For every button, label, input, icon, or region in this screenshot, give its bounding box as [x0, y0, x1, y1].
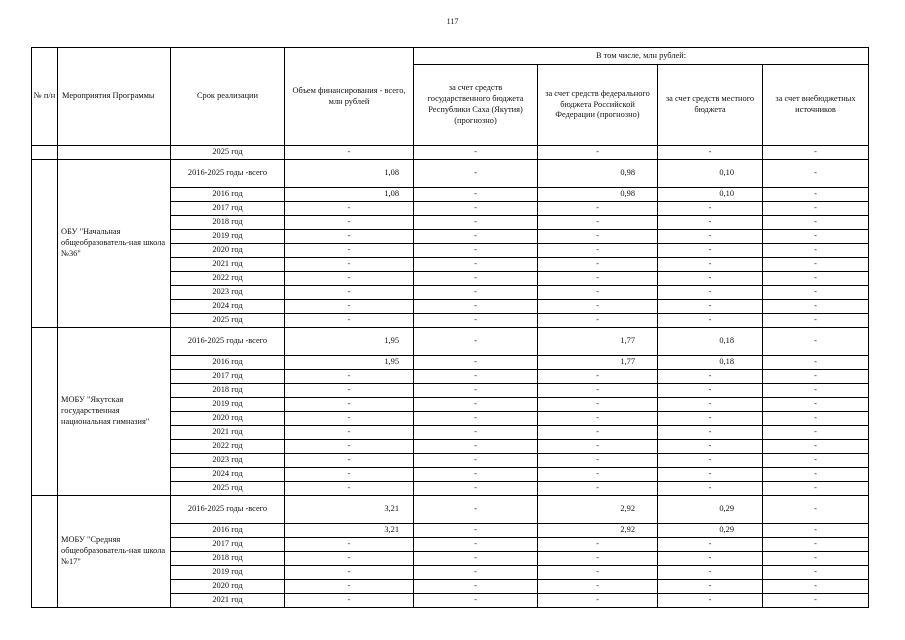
federal-cell: 0,98 [538, 188, 658, 202]
total-cell: - [285, 538, 414, 552]
header-state-budget: за счет средств государственного бюджета Республики Саха (Якутия) (прогнозно) [414, 65, 538, 146]
table-row [32, 146, 869, 160]
period-cell: 2019 год [171, 230, 285, 244]
local-cell: - [658, 216, 763, 230]
local-cell: - [658, 384, 763, 398]
local-cell: - [658, 272, 763, 286]
period-cell: 2025 год [171, 314, 285, 328]
federal-cell: - [538, 230, 658, 244]
extra-cell: - [763, 552, 869, 566]
federal-cell: - [538, 314, 658, 328]
federal-cell: - [538, 384, 658, 398]
total-cell: - [285, 398, 414, 412]
state-cell: - [414, 146, 538, 160]
period-cell: 2016 год [171, 356, 285, 370]
state-cell: - [414, 314, 538, 328]
period-cell: 2025 год [171, 482, 285, 496]
local-cell: 0,10 [658, 188, 763, 202]
extra-cell: - [763, 258, 869, 272]
local-cell: - [658, 286, 763, 300]
local-cell: - [658, 580, 763, 594]
local-cell: - [658, 146, 763, 160]
period-cell: 2025 год [171, 146, 285, 160]
total-cell: - [285, 202, 414, 216]
period-cell: 2016-2025 годы -всего [171, 328, 285, 356]
state-cell: - [414, 440, 538, 454]
total-cell: - [285, 440, 414, 454]
total-cell: 1,95 [285, 356, 414, 370]
period-cell: 2020 год [171, 580, 285, 594]
federal-cell: - [538, 202, 658, 216]
extra-cell: - [763, 202, 869, 216]
state-cell: - [414, 370, 538, 384]
local-cell: - [658, 482, 763, 496]
local-cell: - [658, 566, 763, 580]
period-cell: 2024 год [171, 300, 285, 314]
period-cell: 2021 год [171, 594, 285, 608]
local-cell: - [658, 258, 763, 272]
federal-cell: - [538, 258, 658, 272]
total-cell: - [285, 566, 414, 580]
federal-cell: - [538, 426, 658, 440]
extra-cell: - [763, 188, 869, 202]
federal-cell: - [538, 286, 658, 300]
federal-cell: - [538, 440, 658, 454]
federal-cell: - [538, 216, 658, 230]
extra-cell: - [763, 286, 869, 300]
federal-cell: - [538, 566, 658, 580]
local-cell: - [658, 412, 763, 426]
extra-cell: - [763, 272, 869, 286]
extra-cell: - [763, 468, 869, 482]
header-total: Объем финансирования - всего, млн рублей [285, 48, 414, 146]
extra-cell: - [763, 160, 869, 188]
local-cell: - [658, 454, 763, 468]
total-cell: - [285, 552, 414, 566]
state-cell: - [414, 188, 538, 202]
local-cell: 0,18 [658, 356, 763, 370]
header-local-budget: за счет средств местного бюджета [658, 65, 763, 146]
state-cell: - [414, 230, 538, 244]
period-cell: 2018 год [171, 552, 285, 566]
extra-cell: - [763, 230, 869, 244]
state-cell: - [414, 524, 538, 538]
federal-cell: 1,77 [538, 356, 658, 370]
state-cell: - [414, 300, 538, 314]
total-cell: - [285, 412, 414, 426]
header-num: № п/н [32, 48, 58, 146]
total-cell: - [285, 272, 414, 286]
federal-cell: - [538, 272, 658, 286]
header-extra-budget: за счет внебюджетных источников [763, 65, 869, 146]
state-cell: - [414, 594, 538, 608]
extra-cell: - [763, 370, 869, 384]
period-cell: 2016 год [171, 524, 285, 538]
state-cell: - [414, 426, 538, 440]
state-cell: - [414, 202, 538, 216]
page-number: 117 [446, 17, 459, 26]
extra-cell: - [763, 580, 869, 594]
total-cell: - [285, 244, 414, 258]
total-cell: 1,08 [285, 160, 414, 188]
row-number-cell [32, 328, 58, 496]
state-cell: - [414, 580, 538, 594]
local-cell: 0,29 [658, 524, 763, 538]
period-cell: 2023 год [171, 286, 285, 300]
total-cell: - [285, 286, 414, 300]
table-header [32, 48, 869, 146]
extra-cell: - [763, 412, 869, 426]
period-cell: 2016-2025 годы -всего [171, 160, 285, 188]
state-cell: - [414, 398, 538, 412]
extra-cell: - [763, 328, 869, 356]
row-number-cell [32, 496, 58, 608]
state-cell: - [414, 328, 538, 356]
local-cell: - [658, 468, 763, 482]
state-cell: - [414, 244, 538, 258]
period-cell: 2021 год [171, 258, 285, 272]
extra-cell: - [763, 482, 869, 496]
period-cell: 2016 год [171, 188, 285, 202]
extra-cell: - [763, 524, 869, 538]
state-cell: - [414, 552, 538, 566]
measure-cell [58, 146, 171, 160]
state-cell: - [414, 468, 538, 482]
federal-cell: - [538, 146, 658, 160]
local-cell: 0,29 [658, 496, 763, 524]
measure-name: ОБУ "Начальная общеобразователь-ная школа №36" [58, 160, 171, 328]
extra-cell: - [763, 356, 869, 370]
total-cell: - [285, 314, 414, 328]
state-cell: - [414, 496, 538, 524]
total-cell: - [285, 580, 414, 594]
local-cell: - [658, 440, 763, 454]
period-cell: 2022 год [171, 440, 285, 454]
state-cell: - [414, 356, 538, 370]
period-cell: 2019 год [171, 398, 285, 412]
total-cell: - [285, 468, 414, 482]
measure-name: МОБУ "Средняя общеобразователь-ная школа №17" [58, 496, 171, 608]
extra-cell: - [763, 566, 869, 580]
state-cell: - [414, 412, 538, 426]
header-measures: Мероприятия Программы [58, 48, 171, 146]
row-number-cell [32, 160, 58, 328]
federal-cell: - [538, 454, 658, 468]
local-cell: - [658, 370, 763, 384]
state-cell: - [414, 258, 538, 272]
federal-cell: - [538, 398, 658, 412]
federal-cell: - [538, 468, 658, 482]
extra-cell: - [763, 454, 869, 468]
period-cell: 2017 год [171, 202, 285, 216]
federal-cell: - [538, 370, 658, 384]
federal-cell: - [538, 580, 658, 594]
local-cell: - [658, 202, 763, 216]
federal-cell: - [538, 244, 658, 258]
state-cell: - [414, 384, 538, 398]
extra-cell: - [763, 244, 869, 258]
period-cell: 2018 год [171, 216, 285, 230]
total-cell: - [285, 426, 414, 440]
period-cell: 2024 год [171, 468, 285, 482]
total-cell: - [285, 482, 414, 496]
extra-cell: - [763, 440, 869, 454]
state-cell: - [414, 482, 538, 496]
period-cell: 2017 год [171, 538, 285, 552]
measure-name: МОБУ "Якутская государственная национальная гимназия" [58, 328, 171, 496]
extra-cell: - [763, 384, 869, 398]
local-cell: - [658, 426, 763, 440]
extra-cell: - [763, 314, 869, 328]
total-cell: 3,21 [285, 524, 414, 538]
federal-cell: - [538, 594, 658, 608]
header-including: В том числе, млн рублей: [414, 48, 869, 65]
local-cell: 0,10 [658, 160, 763, 188]
extra-cell: - [763, 426, 869, 440]
extra-cell: - [763, 216, 869, 230]
state-cell: - [414, 272, 538, 286]
period-cell: 2019 год [171, 566, 285, 580]
funding-table [31, 47, 869, 608]
period-cell: 2023 год [171, 454, 285, 468]
total-cell: - [285, 594, 414, 608]
federal-cell: 0,98 [538, 160, 658, 188]
state-cell: - [414, 160, 538, 188]
period-cell: 2022 год [171, 272, 285, 286]
table-row-total [32, 328, 869, 356]
table-row-total [32, 496, 869, 524]
extra-cell: - [763, 594, 869, 608]
row-number-cell [32, 146, 58, 160]
period-cell: 2021 год [171, 426, 285, 440]
state-cell: - [414, 454, 538, 468]
total-cell: 1,95 [285, 328, 414, 356]
federal-cell: 2,92 [538, 524, 658, 538]
total-cell: - [285, 230, 414, 244]
total-cell: - [285, 454, 414, 468]
federal-cell: - [538, 482, 658, 496]
local-cell: - [658, 314, 763, 328]
federal-cell: - [538, 300, 658, 314]
local-cell: - [658, 538, 763, 552]
state-cell: - [414, 538, 538, 552]
state-cell: - [414, 566, 538, 580]
period-cell: 2020 год [171, 244, 285, 258]
extra-cell: - [763, 496, 869, 524]
total-cell: - [285, 370, 414, 384]
extra-cell: - [763, 146, 869, 160]
period-cell: 2017 год [171, 370, 285, 384]
total-cell: - [285, 216, 414, 230]
table-row-total [32, 160, 869, 188]
extra-cell: - [763, 300, 869, 314]
total-cell: 3,21 [285, 496, 414, 524]
total-cell: - [285, 384, 414, 398]
header-federal-budget: за счет средств федерального бюджета Российской Федерации (прогнозно) [538, 65, 658, 146]
total-cell: - [285, 146, 414, 160]
header-period: Срок реализации [171, 48, 285, 146]
federal-cell: - [538, 412, 658, 426]
period-cell: 2020 год [171, 412, 285, 426]
total-cell: - [285, 300, 414, 314]
federal-cell: - [538, 552, 658, 566]
federal-cell: 1,77 [538, 328, 658, 356]
total-cell: - [285, 258, 414, 272]
period-cell: 2018 год [171, 384, 285, 398]
federal-cell: 2,92 [538, 496, 658, 524]
total-cell: 1,08 [285, 188, 414, 202]
state-cell: - [414, 216, 538, 230]
federal-cell: - [538, 538, 658, 552]
period-cell: 2016-2025 годы -всего [171, 496, 285, 524]
local-cell: - [658, 230, 763, 244]
state-cell: - [414, 286, 538, 300]
local-cell: 0,18 [658, 328, 763, 356]
local-cell: - [658, 594, 763, 608]
local-cell: - [658, 244, 763, 258]
table-body [32, 146, 869, 608]
local-cell: - [658, 552, 763, 566]
local-cell: - [658, 398, 763, 412]
extra-cell: - [763, 398, 869, 412]
local-cell: - [658, 300, 763, 314]
extra-cell: - [763, 538, 869, 552]
